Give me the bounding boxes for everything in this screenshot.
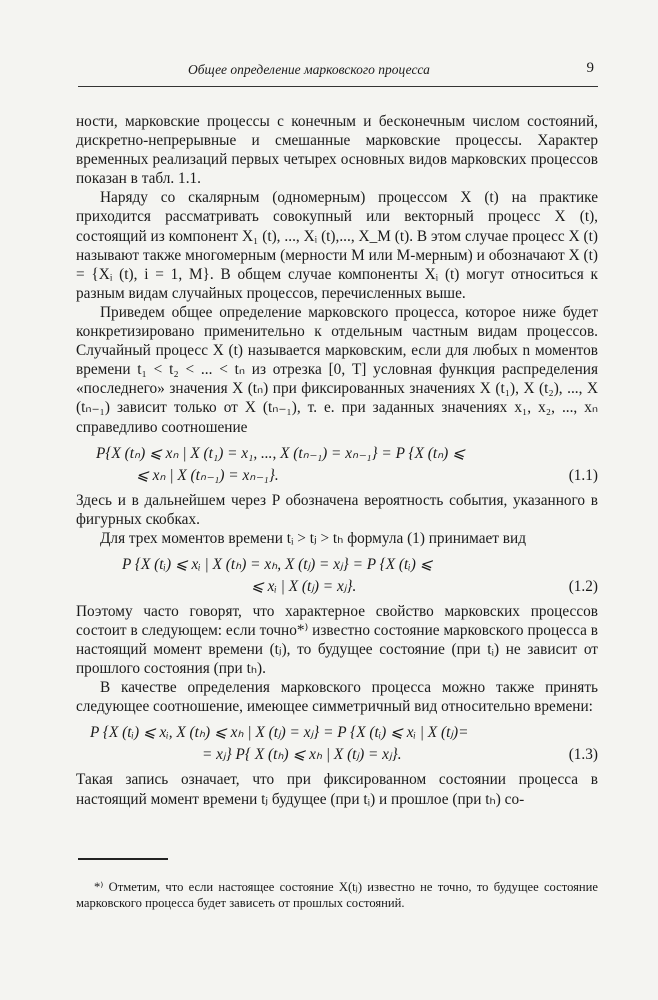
page-number: 9 xyxy=(586,60,594,76)
equation-1-3-line-1: P {X (tᵢ) ⩽ xᵢ, X (tₕ) ⩽ xₕ | X (tⱼ) = xⱼ} = P {X (tᵢ) ⩽ xᵢ | X (tⱼ)= xyxy=(90,724,469,742)
equation-1-2 xyxy=(76,554,598,598)
paragraph-2: Наряду со скалярным (одномерным) процессом X (t) на практике приходится рассматривать совокупный или векторный процесс X (t), состоящий из компонент X₁ (t), ..., Xᵢ (t),..., X_M (t). В этом случае процесс X (t) называют также многомерным (мерности M или M-мерным) и обозначают X (t) = {Xᵢ (t), i = 1, M}. В общем случае компоненты Xᵢ (t) могут относиться к разным видам случайных процессов, перечисленных выше. xyxy=(76,189,598,302)
equation-1-3-line-2: = xⱼ} P{ X (tₕ) ⩽ xₕ | X (tⱼ) = xⱼ}. xyxy=(202,746,402,764)
paragraph-6: Поэтому часто говорят, что характерное свойство марковских процессов состоит в следующем: если точно*⁾ известно состояние марковского процесса в настоящий момент времени (tⱼ), то будущее состояние (при tᵢ) не зависит от прошлого состояния (при tₕ). xyxy=(76,602,598,678)
paragraph-5: Для трех моментов времени tᵢ > tⱼ > tₕ формула (1) принимает вид xyxy=(100,529,526,547)
equation-1-2-line-1: P {X (tᵢ) ⩽ xᵢ | X (tₕ) = xₕ, X (tⱼ) = xⱼ} = P {X (tᵢ) ⩽ xyxy=(122,555,433,573)
running-header-title: Общее определение марковского процесса xyxy=(188,62,430,77)
equation-1-2-line-2: ⩽ xᵢ | X (tⱼ) = xⱼ}. xyxy=(251,577,357,595)
equation-1-1 xyxy=(76,443,598,487)
paragraph-8: Такая запись означает, что при фиксированном состоянии процесса в настоящий момент времени tⱼ будущее (при tᵢ) и прошлое (при tₕ) со- xyxy=(76,771,598,808)
footnote-divider xyxy=(78,858,168,860)
page-body xyxy=(76,112,598,809)
equation-1-1-line-1: P{X (tₙ) ⩽ xₙ | X (t₁) = x₁, ..., X (tₙ₋₁) = xₙ₋₁} = P {X (tₙ) ⩽ xyxy=(96,444,465,462)
equation-number: (1.3) xyxy=(568,746,598,764)
footnote: *⁾ Отметим, что если настоящее состояние X(tⱼ) известно не точно, то будущее состояние марковского процесса будет зависеть от прошлых состояний. xyxy=(76,879,598,910)
paragraph-4: Здесь и в дальнейшем через P обозначена вероятность события, указанного в фигурных скобках. xyxy=(76,491,598,528)
equation-1-1-line-2: ⩽ xₙ | X (tₙ₋₁) = xₙ₋₁}. xyxy=(136,466,279,484)
paragraph-1: ности, марковские процессы с конечным и бесконечным числом состояний, дискретно-непрерывные и смешанные марковские процессы. Характер временных реализаций первых четырех основных видов марковских процессов показан в табл. 1.1. xyxy=(76,113,598,188)
equation-number: (1.1) xyxy=(568,466,598,484)
paragraph-7: В качестве определения марковского процесса можно также принять следующее соотношение, имеющее симметричный вид относительно времени: xyxy=(76,679,598,716)
paragraph-3: Приведем общее определение марковского процесса, которое ниже будет конкретизировано применительно к отдельным частным видам процессов. Случайный процесс X (t) называется марковским, если для любых n моментов времени t₁ < t₂ < ... < tₙ из отрезка [0, T] условная функция распределения «последнего» значения X (tₙ) при фиксированных значениях X (t₁), X (t₂), ..., X (tₙ₋₁) зависит только от X (tₙ₋₁), т. е. при заданных значениях x₁, x₂, ..., xₙ справедливо соотношение xyxy=(76,303,598,436)
equation-1-3 xyxy=(76,722,598,766)
running-header xyxy=(78,60,598,87)
equation-number: (1.2) xyxy=(568,577,598,595)
